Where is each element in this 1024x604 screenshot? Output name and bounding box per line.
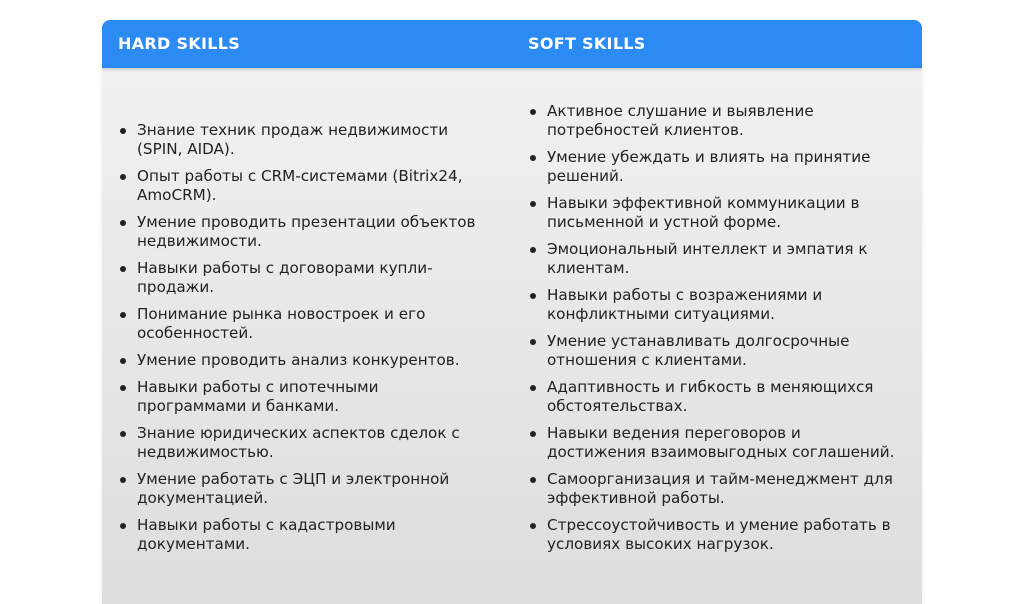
soft-skill-item (528, 470, 898, 508)
soft-skill-text: Навыки ведения переговоров и достижения взаимовыгодных соглашений. (547, 424, 895, 461)
bullet-icon (530, 431, 536, 437)
bullet-icon (530, 339, 536, 345)
soft-skill-item (528, 286, 898, 324)
table-header (102, 20, 922, 68)
soft-skill-item (528, 194, 898, 232)
soft-skill-text: Умение устанавливать долгосрочные отношения с клиентами. (547, 332, 850, 369)
hard-skill-text: Знание юридических аспектов сделок с недвижимостью. (137, 424, 460, 461)
hard-skill-text: Умение проводить презентации объектов недвижимости. (137, 213, 476, 250)
soft-skill-text: Умение убеждать и влиять на принятие решений. (547, 148, 871, 185)
bullet-icon (530, 247, 536, 253)
soft-skills-list (528, 102, 898, 554)
hard-skill-text: Навыки работы с кадастровыми документами. (137, 516, 396, 553)
hard-skill-item (118, 516, 488, 554)
hard-skill-item (118, 213, 488, 251)
hard-skill-item (118, 167, 488, 205)
hard-skill-item (118, 305, 488, 343)
bullet-icon (120, 385, 126, 391)
soft-skill-text: Эмоциональный интеллект и эмпатия к клиентам. (547, 240, 868, 277)
header-hard-skills: HARD SKILLS (118, 34, 241, 53)
soft-skill-text: Навыки работы с возражениями и конфликтными ситуациями. (547, 286, 823, 323)
bullet-icon (530, 155, 536, 161)
hard-skills-list (118, 121, 488, 554)
hard-skill-item (118, 121, 488, 159)
header-soft-skills: SOFT SKILLS (528, 34, 646, 53)
hard-skill-item (118, 351, 488, 370)
hard-skill-text: Знание техник продаж недвижимости (SPIN, AIDA). (137, 121, 449, 158)
bullet-icon (120, 220, 126, 226)
hard-skill-text: Понимание рынка новостроек и его особенностей. (137, 305, 426, 342)
soft-skill-item (528, 516, 898, 554)
hard-skill-item (118, 424, 488, 462)
bullet-icon (120, 523, 126, 529)
bullet-icon (530, 477, 536, 483)
soft-skill-item (528, 102, 898, 140)
soft-skill-item (528, 240, 898, 278)
hard-skill-text: Умение работать с ЭЦП и электронной документацией. (137, 470, 450, 507)
hard-skill-item (118, 470, 488, 508)
hard-skills-column (118, 121, 488, 562)
hard-skill-item (118, 378, 488, 416)
skills-table (102, 20, 922, 604)
hard-skill-text: Навыки работы с договорами купли-продажи. (137, 259, 433, 296)
bullet-icon (120, 358, 126, 364)
bullet-icon (120, 174, 126, 180)
soft-skill-item (528, 332, 898, 370)
hard-skill-text: Навыки работы с ипотечными программами и банками. (137, 378, 379, 415)
soft-skill-item (528, 148, 898, 186)
bullet-icon (120, 431, 126, 437)
hard-skill-text: Умение проводить анализ конкурентов. (137, 351, 460, 369)
soft-skill-text: Самоорганизация и тайм-менеджмент для эффективной работы. (547, 470, 893, 507)
hard-skill-item (118, 259, 488, 297)
soft-skill-item (528, 424, 898, 462)
bullet-icon (530, 523, 536, 529)
bullet-icon (120, 312, 126, 318)
bullet-icon (530, 201, 536, 207)
bullet-icon (120, 128, 126, 134)
bullet-icon (120, 477, 126, 483)
bullet-icon (530, 293, 536, 299)
bullet-icon (120, 266, 126, 272)
bullet-icon (530, 109, 536, 115)
bullet-icon (530, 385, 536, 391)
soft-skill-text: Активное слушание и выявление потребностей клиентов. (547, 102, 814, 139)
soft-skills-column (528, 102, 898, 562)
soft-skill-text: Навыки эффективной коммуникации в письменной и устной форме. (547, 194, 860, 231)
soft-skill-text: Стрессоустойчивость и умение работать в условиях высоких нагрузок. (547, 516, 891, 553)
hard-skill-text: Опыт работы с CRM-системами (Bitrix24, AmoCRM). (137, 167, 463, 204)
soft-skill-text: Адаптивность и гибкость в меняющихся обстоятельствах. (547, 378, 874, 415)
soft-skill-item (528, 378, 898, 416)
